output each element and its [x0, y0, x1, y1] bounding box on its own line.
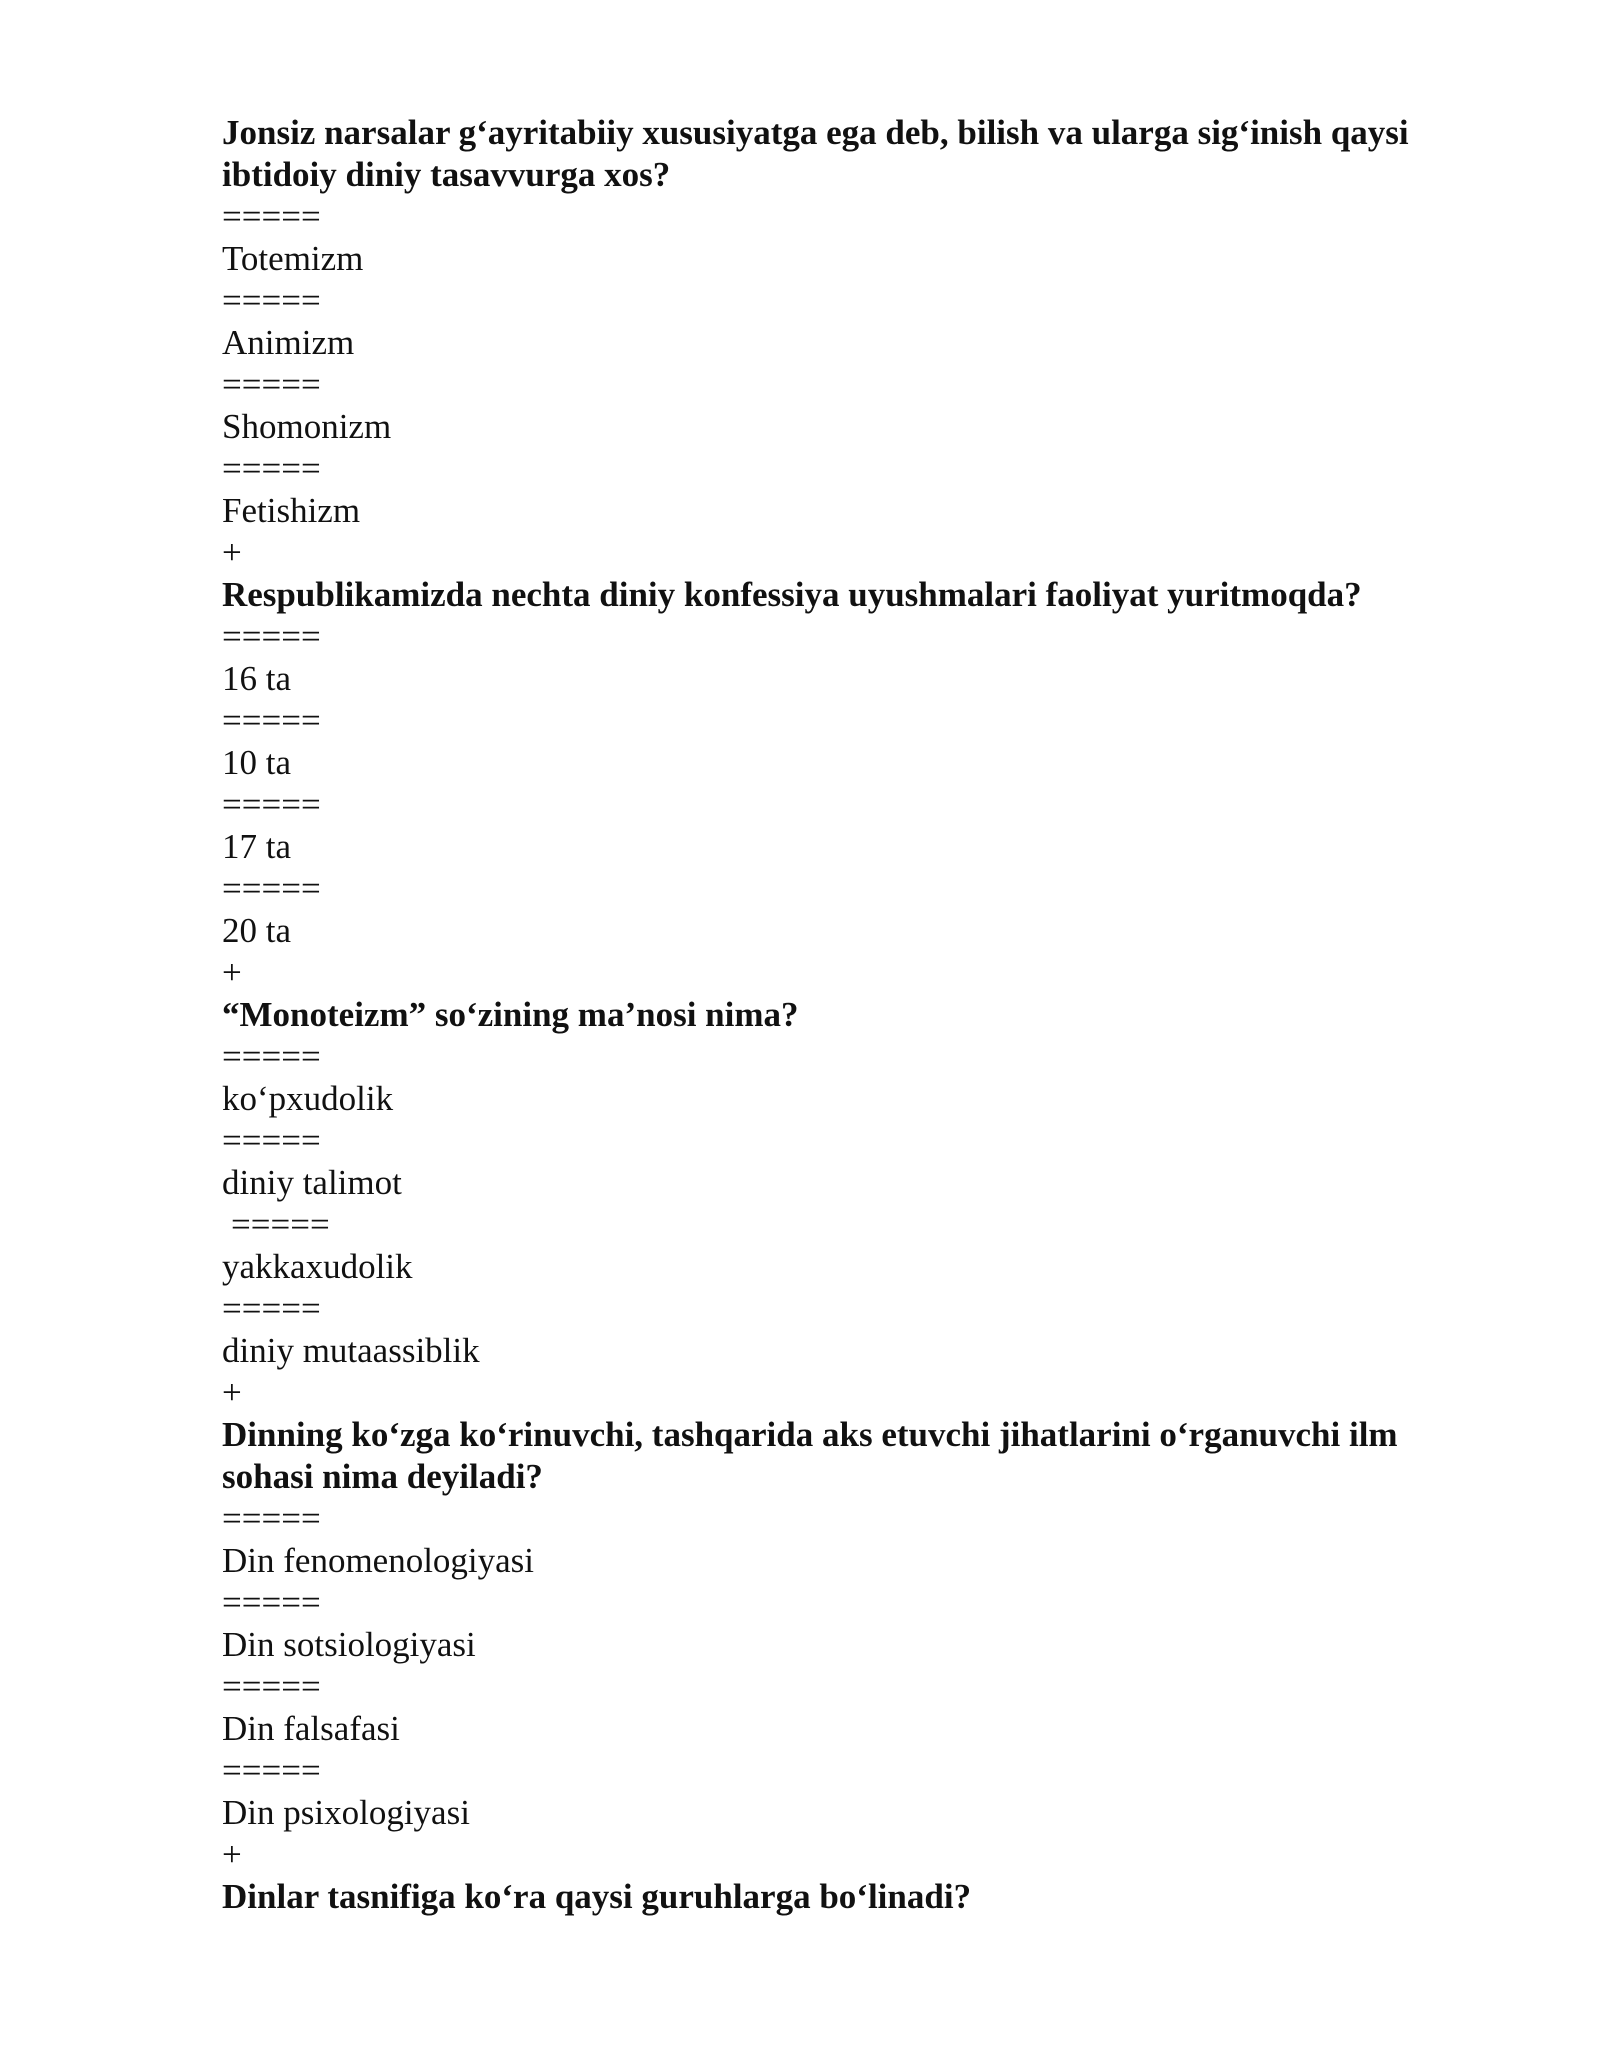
option-separator: ===== [222, 1289, 321, 1328]
answer-option: Animizm [222, 323, 355, 362]
option-separator: ===== [222, 701, 321, 740]
option-separator: ===== [222, 1667, 321, 1706]
option-separator: ===== [222, 617, 321, 656]
question-text: “Monoteizm” so‘zining ma’nosi nima? [222, 995, 799, 1034]
option-separator: ===== [222, 1499, 321, 1538]
option-separator: ===== [231, 1205, 330, 1244]
answer-option: Fetishizm [222, 491, 361, 530]
question-terminator: + [222, 1835, 242, 1874]
answer-option: diniy mutaassiblik [222, 1331, 480, 1370]
answer-option: Din psixologiyasi [222, 1793, 470, 1832]
answer-option: 20 ta [222, 911, 292, 950]
question-text: Jonsiz narsalar g‘ayritabiiy xususiyatga ega deb, bilish va ularga sig‘inish qaysi ibtidoiy diniy tasavvurga xos? [222, 113, 1418, 194]
question-text: Respublikamizda nechta diniy konfessiya uyushmalari faoliyat yuritmoqda? [222, 575, 1362, 614]
question-text: Dinlar tasnifiga ko‘ra qaysi guruhlarga bo‘linadi? [222, 1877, 972, 1916]
option-separator: ===== [222, 1037, 321, 1076]
answer-option: 16 ta [222, 659, 292, 698]
answer-option: Totemizm [222, 239, 364, 278]
answer-option: Din sotsiologiyasi [222, 1625, 476, 1664]
answer-option: Din fenomenologiyasi [222, 1541, 535, 1580]
option-separator: ===== [222, 281, 321, 320]
answer-option: 10 ta [222, 743, 292, 782]
document-page [222, 112, 1482, 1918]
answer-option: diniy talimot [222, 1163, 402, 1202]
answer-option: Din falsafasi [222, 1709, 400, 1748]
answer-option: 17 ta [222, 827, 292, 866]
option-separator: ===== [222, 869, 321, 908]
option-separator: ===== [222, 197, 321, 236]
option-separator: ===== [222, 785, 321, 824]
answer-option: yakkaxudolik [222, 1247, 413, 1286]
option-separator: ===== [222, 1121, 321, 1160]
question-text: Dinning ko‘zga ko‘rinuvchi, tashqarida aks etuvchi jihatlarini o‘rganuvchi ilm sohasi nima deyiladi? [222, 1415, 1407, 1496]
answer-option: ko‘pxudolik [222, 1079, 394, 1118]
option-separator: ===== [222, 1583, 321, 1622]
question-terminator: + [222, 1373, 242, 1412]
question-terminator: + [222, 953, 242, 992]
answer-option: Shomonizm [222, 407, 392, 446]
option-separator: ===== [222, 1751, 321, 1790]
question-terminator: + [222, 533, 242, 572]
option-separator: ===== [222, 365, 321, 404]
option-separator: ===== [222, 449, 321, 488]
